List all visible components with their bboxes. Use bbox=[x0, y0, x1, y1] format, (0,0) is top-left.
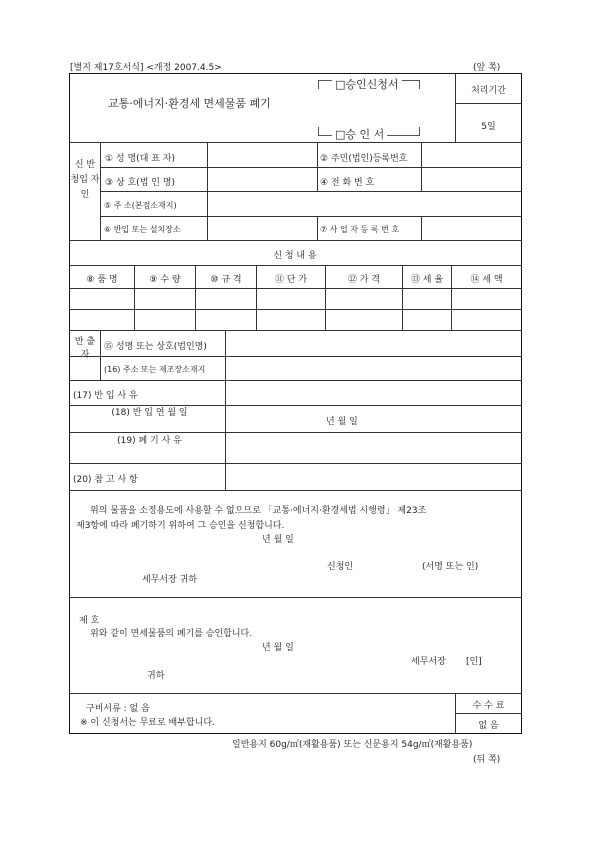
fee-label: 수 수 료 bbox=[472, 701, 505, 711]
field-address[interactable] bbox=[210, 195, 518, 213]
signature-label: (서명 또는 인) bbox=[422, 562, 479, 572]
statement-date: 년 월 일 bbox=[262, 535, 294, 545]
field-reason-in[interactable] bbox=[228, 383, 518, 402]
field-reason-disposal[interactable] bbox=[228, 436, 518, 460]
statement-line-1: 위의 물품을 소정용도에 사용할 수 없으므로 「교통·에너지·환경세법 시행령」 제23조 bbox=[90, 506, 427, 516]
option-request-checkbox[interactable]: □승인신청서 bbox=[332, 76, 402, 92]
rule-row18 bbox=[69, 432, 522, 433]
rule-applicant-col2b bbox=[317, 216, 318, 240]
rule-content-r3 bbox=[69, 330, 522, 331]
applicant-section-label: 신 반 청입 자 인 bbox=[70, 160, 100, 200]
col-spec: ⑩ 규 격 bbox=[210, 275, 242, 285]
rule-applicant-r2 bbox=[100, 191, 521, 192]
applicant-label: 신청인 bbox=[327, 562, 354, 572]
field-company[interactable] bbox=[210, 170, 314, 188]
processing-period-label: 처리기간 bbox=[471, 86, 506, 96]
rule-row19 bbox=[69, 463, 522, 464]
col-tax-amount: ⑭ 세 액 bbox=[470, 275, 503, 285]
label-reason-disposal: (19) 폐 기 사 유 bbox=[117, 436, 182, 446]
field-name[interactable] bbox=[210, 146, 314, 164]
col-price: ⑫ 가 격 bbox=[347, 275, 381, 285]
label-phone: ④ 전 화 번 호 bbox=[320, 178, 375, 188]
processing-divider bbox=[455, 103, 521, 104]
processing-period-value: 5일 bbox=[481, 122, 496, 132]
field-id-number[interactable] bbox=[424, 146, 518, 164]
col-tax-rate: ⑬ 세 율 bbox=[410, 275, 444, 285]
shipper-section-label: 반 출 자 bbox=[74, 337, 96, 360]
content-row-1[interactable] bbox=[70, 289, 521, 308]
rule-row17 bbox=[69, 405, 522, 406]
col-quantity: ⑨ 수 량 bbox=[149, 275, 181, 285]
form-id: [별지 제17호서식] <개정 2007.4.5> bbox=[70, 63, 222, 73]
rule-shipper-bottom bbox=[69, 380, 522, 381]
statement-line-2: 제3항에 따라 폐기하기 위하여 그 승인을 신청합니다. bbox=[76, 521, 285, 531]
back-side-label: (뒤 쪽) bbox=[473, 755, 501, 765]
approval-text: 위와 같이 면세물품의 폐기를 승인합니다. bbox=[90, 629, 253, 639]
page-side-label: (앞 쪽) bbox=[473, 63, 501, 73]
rule-applicant-r3 bbox=[100, 216, 521, 217]
rule-shipper-label bbox=[100, 330, 101, 380]
paper-spec: 일반용지 60g/㎡(재활용품) 또는 신문용지 54g/㎡(재활용품) bbox=[232, 740, 473, 750]
statement-addressee: 세무서장 귀하 bbox=[142, 575, 198, 585]
field-phone[interactable] bbox=[424, 170, 518, 188]
approval-number: 제 호 bbox=[79, 616, 100, 626]
rule-label-col bbox=[225, 330, 226, 465]
field-remarks[interactable] bbox=[228, 467, 518, 487]
rule-content-header bbox=[69, 265, 522, 266]
rule-fee-mid bbox=[455, 713, 521, 714]
option-approval-checkbox[interactable]: □승 인 서 bbox=[332, 126, 387, 142]
label-reason-in: (17) 반 입 사 유 bbox=[73, 391, 138, 401]
content-row-2[interactable] bbox=[70, 310, 521, 329]
field-shipper-address[interactable] bbox=[228, 358, 518, 378]
field-place[interactable] bbox=[210, 219, 314, 237]
col-item: ⑧ 품 명 bbox=[86, 275, 118, 285]
frame-right bbox=[521, 73, 522, 734]
label-shipper-address: (16) 주소 또는 제조장소재지 bbox=[104, 365, 206, 374]
required-docs: 구비서류 : 없 음 bbox=[86, 704, 150, 714]
label-date-in: (18) 반 입 연 월 일 bbox=[111, 408, 188, 418]
rule-applicant-r1 bbox=[100, 167, 521, 168]
date-in-value: 년 월 일 bbox=[326, 417, 358, 427]
rule-shipper-mid-short bbox=[69, 356, 522, 357]
approval-date: 년 월 일 bbox=[262, 643, 294, 653]
approval-seal: [인] bbox=[466, 657, 482, 667]
label-shipper-name: ⑮ 성명 또는 상호(법인명) bbox=[104, 342, 207, 352]
label-name: ① 성 명(대 표 자) bbox=[105, 154, 176, 164]
fee-value: 없 음 bbox=[478, 721, 499, 731]
rule-content-top bbox=[69, 240, 522, 241]
label-company: ③ 상 호(법 인 명) bbox=[105, 178, 176, 188]
field-shipper-name[interactable] bbox=[228, 333, 518, 353]
rule-applicant-top bbox=[69, 142, 522, 143]
label-address: ⑤ 주 소(본점소재지) bbox=[104, 201, 177, 210]
rule-row20-col bbox=[225, 463, 226, 490]
form-title: 교통·에너지·환경세 면세물품 폐기 bbox=[108, 97, 271, 110]
frame-bottom bbox=[69, 733, 522, 734]
label-remarks: (20) 참 고 사 항 bbox=[73, 475, 138, 485]
free-note: ※ 이 신청서는 무료로 배부합니다. bbox=[80, 718, 215, 728]
label-place: ⑥ 반입 또는 설치장소 bbox=[104, 225, 181, 234]
col-unit-price: ⑪ 단 가 bbox=[274, 275, 308, 285]
label-id-number: ② 주민(법인)등록번호 bbox=[320, 154, 408, 164]
rule-row20 bbox=[69, 490, 522, 491]
approval-office: 세무서장 bbox=[411, 657, 446, 667]
approval-addressee: 귀하 bbox=[147, 671, 165, 681]
content-section-title: 신 청 내 용 bbox=[273, 251, 317, 261]
rule-applicant-col3b bbox=[421, 216, 422, 240]
field-biz-number[interactable] bbox=[424, 219, 518, 237]
label-biz-number: ⑦ 사 업 자 등 록 번 호 bbox=[320, 225, 400, 234]
rule-approval-top bbox=[69, 597, 522, 598]
